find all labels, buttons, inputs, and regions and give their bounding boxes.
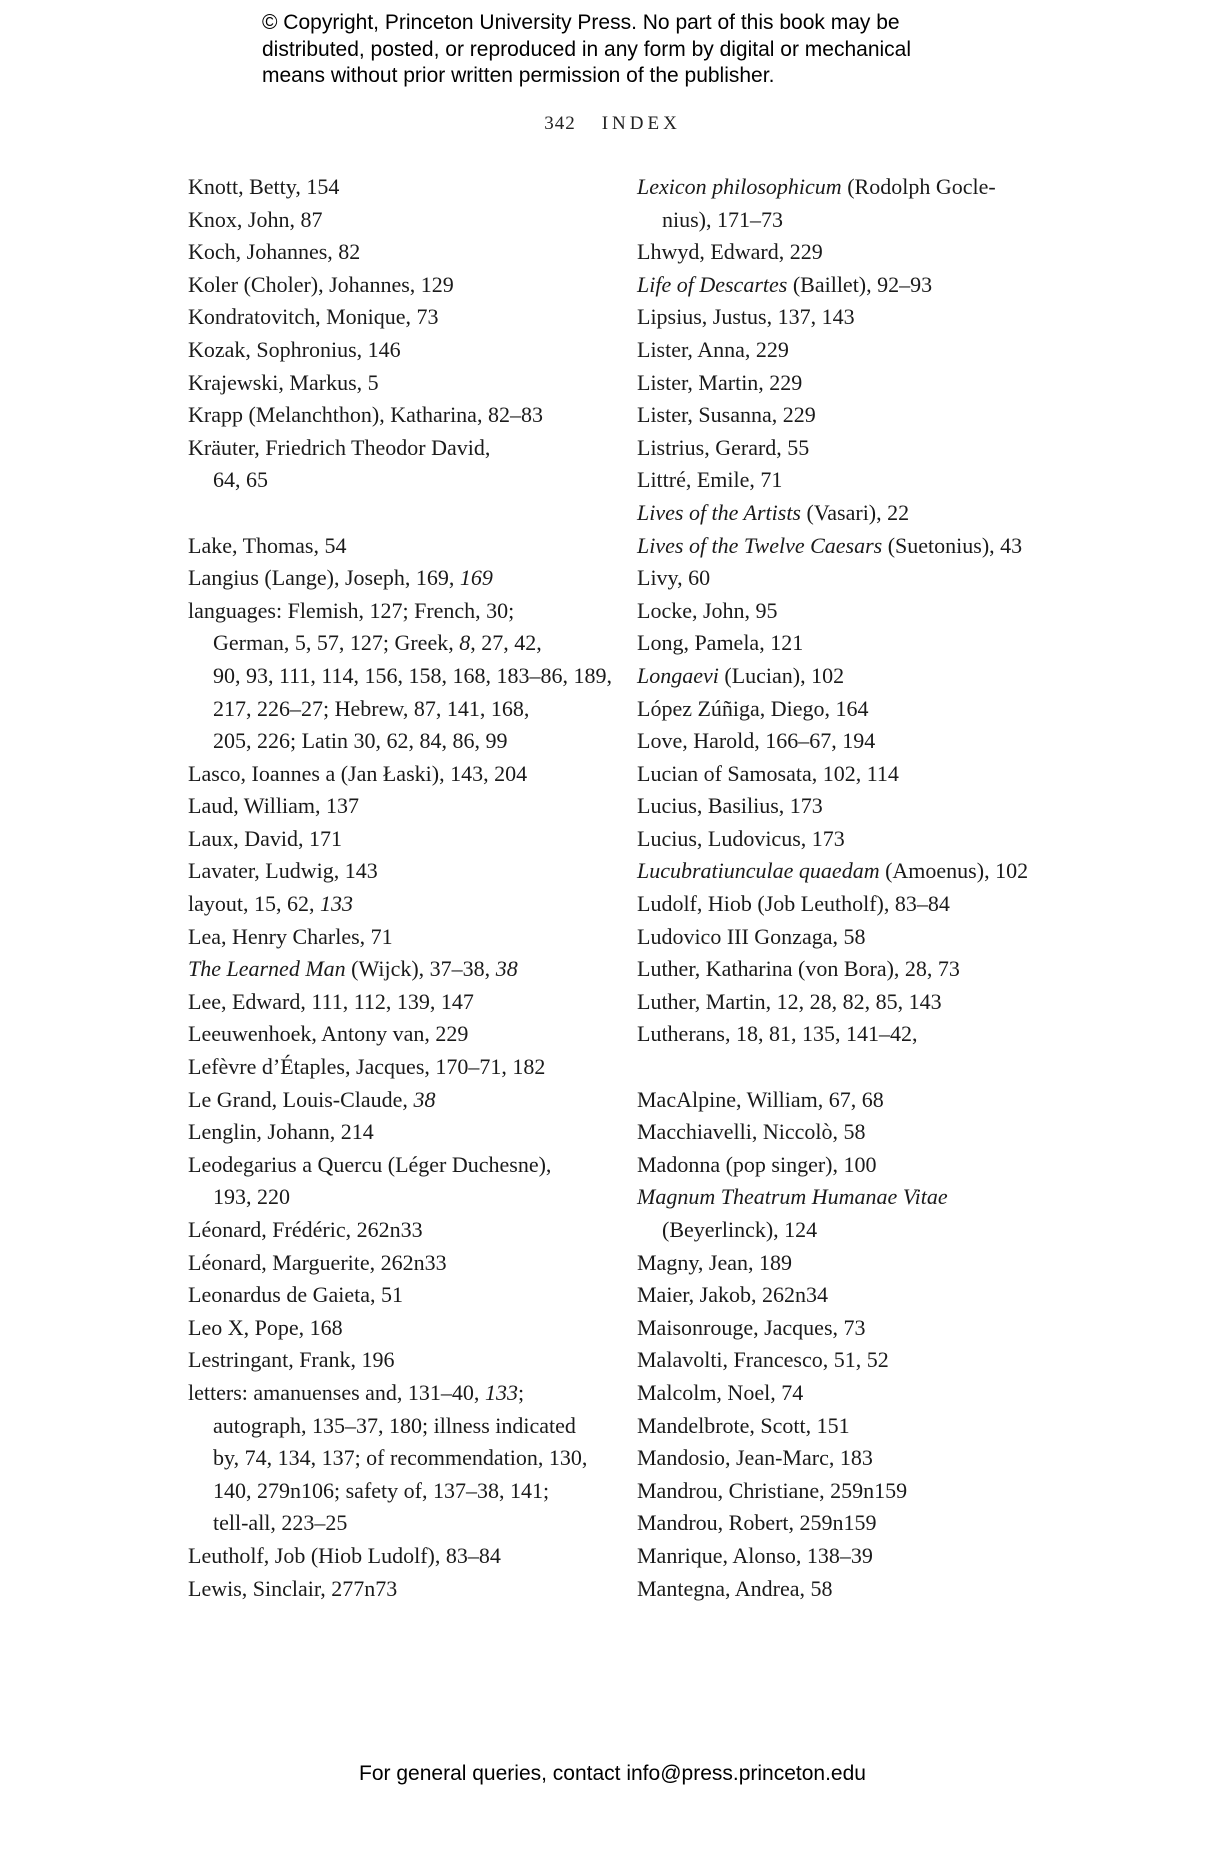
index-entry: Leeuwenhoek, Antony van, 229 xyxy=(188,1021,469,1047)
index-entry: Luther, Katharina (von Bora), 28, 73 xyxy=(637,956,960,982)
index-entry: Lister, Anna, 229 xyxy=(637,336,789,362)
index-entry: Magnum Theatrum Humanae Vitae xyxy=(637,1184,948,1210)
copyright-line: distributed, posted, or reproduced in any form by digital or mechanical xyxy=(262,37,912,61)
index-entry: López Zúñiga, Diego, 164 xyxy=(637,695,869,721)
index-entry: Lucubratiunculae quaedam (Amoenus), 102 xyxy=(637,858,1029,884)
index-entry: Léonard, Frédéric, 262n33 xyxy=(188,1217,423,1242)
index-entry: Macchiavelli, Niccolò, 58 xyxy=(637,1119,866,1145)
index-entry: Mantegna, Andrea, 58 xyxy=(637,1575,833,1601)
running-head xyxy=(0,113,1225,135)
copyright-line: © Copyright, Princeton University Press. No part of this book may be xyxy=(262,11,900,34)
index-entry: Manrique, Alonso, 138–39 xyxy=(637,1542,873,1568)
index-entry: Knox, John, 87 xyxy=(188,206,323,232)
index-entry: Locke, John, 95 xyxy=(637,597,778,623)
index-entry: Longaevi (Lucian), 102 xyxy=(637,662,845,688)
index-entry: Lives of the Artists (Vasari), 22 xyxy=(637,499,910,525)
index-entry: Love, Harold, 166–67, 194 xyxy=(637,728,876,754)
index-entry: letters: amanuenses and, 131–40, 133; xyxy=(188,1379,525,1405)
index-entry-continuation: nius), 171–73 xyxy=(662,206,783,232)
index-entry: Long, Pamela, 121 xyxy=(637,630,804,656)
index-entry-continuation: 193, 220 xyxy=(213,1184,290,1210)
index-entry: Lewis, Sinclair, 277n73 xyxy=(188,1575,398,1601)
copyright-line: means without prior written permission of the publisher. xyxy=(262,64,775,87)
section-gap xyxy=(188,497,608,530)
index-entry: Livy, 60 xyxy=(637,565,711,591)
index-entry: Lives of the Twelve Caesars (Suetonius), 43 xyxy=(637,532,1023,558)
index-entry: Lhwyd, Edward, 229 xyxy=(637,239,823,265)
index-entry: Lexicon philosophicum (Rodolph Gocle- xyxy=(637,174,996,199)
index-entry: Leutholf, Job (Hiob Ludolf), 83–84 xyxy=(188,1542,501,1568)
index-entry: Listrius, Gerard, 55 xyxy=(637,434,810,460)
index-entry: Lister, Susanna, 229 xyxy=(637,402,816,428)
index-entry: Lasco, Ioannes a (Jan Łaski), 143, 204 xyxy=(188,760,528,786)
index-entry: Mandosio, Jean-Marc, 183 xyxy=(637,1445,873,1471)
index-entry: Kozak, Sophronius, 146 xyxy=(188,336,401,362)
index-entry: Life of Descartes (Baillet), 92–93 xyxy=(637,271,933,297)
index-entry: Ludovico III Gonzaga, 58 xyxy=(637,923,866,949)
index-entry-continuation: 90, 93, 111, 114, 156, 158, 168, 183–86, 189, xyxy=(213,662,613,688)
index-entry: The Learned Man (Wijck), 37–38, 38 xyxy=(188,956,518,982)
index-entry: Mandrou, Robert, 259n159 xyxy=(637,1510,877,1536)
index-entry: Kondratovitch, Monique, 73 xyxy=(188,304,439,330)
index-entry: Malavolti, Francesco, 51, 52 xyxy=(637,1347,889,1373)
index-entry: Littré, Emile, 71 xyxy=(637,467,783,493)
index-entry: MacAlpine, William, 67, 68 xyxy=(637,1086,884,1112)
index-entry: Laux, David, 171 xyxy=(188,825,342,851)
copyright-notice xyxy=(262,10,1022,90)
index-entry: Lavater, Ludwig, 143 xyxy=(188,858,378,884)
index-entry: Léonard, Marguerite, 262n33 xyxy=(188,1249,447,1275)
index-entry: Langius (Lange), Joseph, 169, 169 xyxy=(188,565,493,591)
index-entry: Lestringant, Frank, 196 xyxy=(188,1347,395,1373)
section-gap xyxy=(637,1051,1077,1084)
index-entry: Koler (Choler), Johannes, 129 xyxy=(188,271,454,297)
index-entry-continuation: tell-all, 223–25 xyxy=(213,1510,348,1536)
index-entry: Krajewski, Markus, 5 xyxy=(188,369,379,395)
index-entry-continuation: 217, 226–27; Hebrew, 87, 141, 168, xyxy=(213,695,530,721)
index-entry: Lake, Thomas, 54 xyxy=(188,532,347,558)
index-entry: Mandelbrote, Scott, 151 xyxy=(637,1412,850,1438)
index-column-left xyxy=(188,171,613,1605)
index-entry-continuation: 140, 279n106; safety of, 137–38, 141; xyxy=(213,1477,550,1503)
index-entry: layout, 15, 62, 133 xyxy=(188,891,353,917)
index-entry: Madonna (pop singer), 100 xyxy=(637,1151,877,1177)
index-entry: Kräuter, Friedrich Theodor David, xyxy=(188,434,491,460)
index-entry: Lea, Henry Charles, 71 xyxy=(188,923,393,949)
index-entry: Magny, Jean, 189 xyxy=(637,1249,792,1275)
index-entry: Ludolf, Hiob (Job Leutholf), 83–84 xyxy=(637,891,950,917)
section-title: INDEX xyxy=(601,113,681,134)
index-entry: Leodegarius a Quercu (Léger Duchesne), xyxy=(188,1151,552,1177)
index-entry: Koch, Johannes, 82 xyxy=(188,239,361,265)
index-entry: Lee, Edward, 111, 112, 139, 147 xyxy=(188,988,474,1014)
index-entry-continuation: 205, 226; Latin 30, 62, 84, 86, 99 xyxy=(213,728,508,754)
footer-contact: For general queries, contact info@press.princeton.edu xyxy=(359,1762,866,1785)
index-entry: Leonardus de Gaieta, 51 xyxy=(188,1282,404,1308)
index-entry: Lucius, Basilius, 173 xyxy=(637,793,823,819)
index-entry-continuation: autograph, 135–37, 180; illness indicated xyxy=(213,1412,576,1438)
index-entry: Lucius, Ludovicus, 173 xyxy=(637,825,845,851)
index-entry-continuation: 64, 65 xyxy=(213,467,268,493)
index-entry: Knott, Betty, 154 xyxy=(188,174,340,199)
index-entry: Maier, Jakob, 262n34 xyxy=(637,1282,828,1308)
index-entry: Lister, Martin, 229 xyxy=(637,369,803,395)
index-entry: Le Grand, Louis-Claude, 38 xyxy=(188,1086,436,1112)
index-entry: Lefèvre d’Étaples, Jacques, 170–71, 182 xyxy=(188,1054,546,1080)
index-entry: Lenglin, Johann, 214 xyxy=(188,1119,374,1145)
index-entry: Laud, William, 137 xyxy=(188,793,360,819)
index-entry-continuation: by, 74, 134, 137; of recommendation, 130, xyxy=(213,1445,588,1471)
index-entry-continuation: German, 5, 57, 127; Greek, 8, 27, 42, xyxy=(213,630,542,656)
page-number: 342 xyxy=(544,113,576,134)
index-entry: Lutherans, 18, 81, 135, 141–42, xyxy=(637,1021,918,1047)
index-entry: Maisonrouge, Jacques, 73 xyxy=(637,1314,866,1340)
index-entry-continuation: (Beyerlinck), 124 xyxy=(662,1217,818,1242)
index-entry: Krapp (Melanchthon), Katharina, 82–83 xyxy=(188,402,543,428)
index-entry: Lucian of Samosata, 102, 114 xyxy=(637,760,899,786)
index-column-right xyxy=(637,171,1077,1605)
index-entry: Luther, Martin, 12, 28, 82, 85, 143 xyxy=(637,988,942,1014)
index-entry: languages: Flemish, 127; French, 30; xyxy=(188,597,515,623)
index-entry: Mandrou, Christiane, 259n159 xyxy=(637,1477,908,1503)
index-entry: Lipsius, Justus, 137, 143 xyxy=(637,304,855,330)
index-entry: Leo X, Pope, 168 xyxy=(188,1314,343,1340)
index-entry: Malcolm, Noel, 74 xyxy=(637,1379,804,1405)
